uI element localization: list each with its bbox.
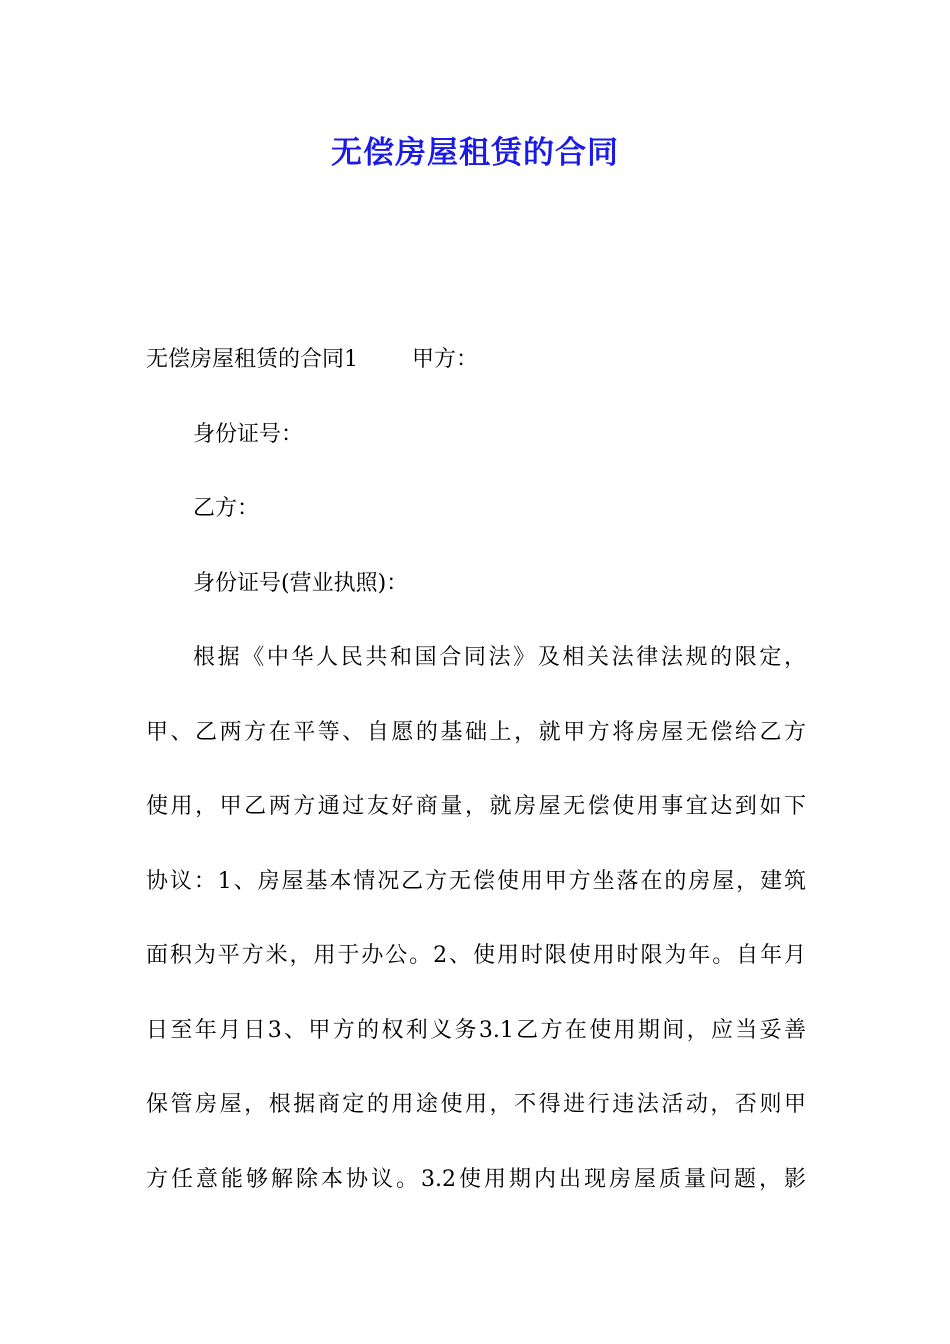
paragraph-line: 使用，甲乙两方通过友好商量，就房屋无偿使用事宜达到如下: [146, 794, 806, 819]
party-b-label: 乙方：: [193, 496, 260, 521]
contract-number-heading: 无偿房屋租赁的合同1: [146, 347, 358, 372]
paragraph-line: 日至年月日3、甲方的权利义务3.1乙方在使用期间，应当妥善: [146, 1018, 806, 1043]
contract-heading-line: [146, 345, 478, 375]
paragraph-line: 协议：1、房屋基本情况乙方无偿使用甲方坐落在的房屋，建筑: [146, 869, 806, 894]
document-title: 无偿房屋租赁的合同: [331, 135, 619, 171]
party-a-label: 甲方：: [412, 347, 479, 372]
party-b-id-license-label: 身份证号(营业执照)：: [193, 571, 409, 596]
paragraph-line: 方任意能够解除本协议。3.2使用期内出现房屋质量问题，影: [146, 1167, 806, 1192]
party-a-id-label: 身份证号：: [193, 422, 304, 447]
paragraph-line: 甲、乙两方在平等、自愿的基础上，就甲方将房屋无偿给乙方: [146, 720, 806, 745]
paragraph-line: 保管房屋，根据商定的用途使用，不得进行违法活动，否则甲: [146, 1092, 806, 1117]
paragraph-line: 根据《中华人民共和国合同法》及相关法律法规的限定，: [193, 645, 806, 670]
paragraph-line: 面积为平方米，用于办公。2、使用时限使用时限为年。自年月: [146, 943, 806, 968]
